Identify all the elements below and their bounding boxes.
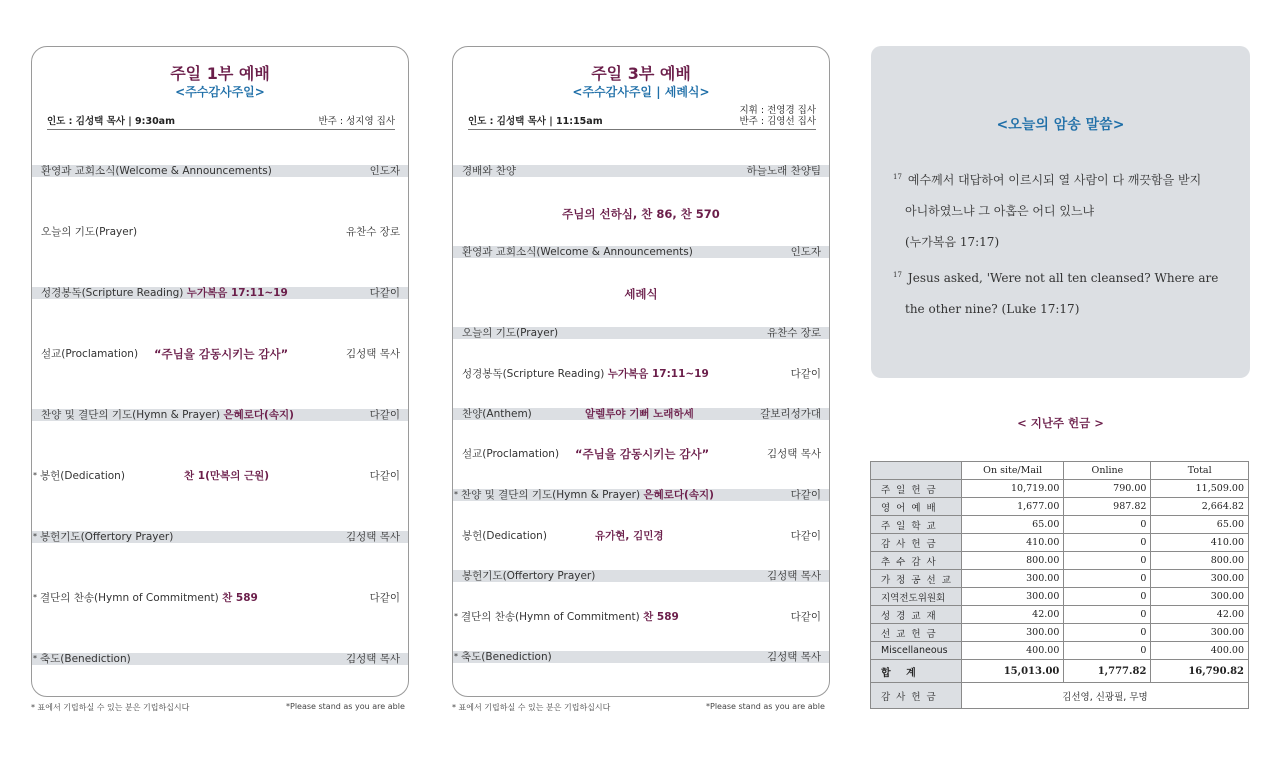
service3-conductor: 지휘 : 전영경 집사 xyxy=(739,105,816,116)
table-row: 가정공선교 300.00 0 300.00 xyxy=(871,570,1249,588)
table-row: Miscellaneous 400.00 0 400.00 xyxy=(871,642,1249,660)
service3-leader: 인도 : 김성택 목사 | 11:15am xyxy=(468,116,603,127)
order-item-sermon: 설교(Proclamation) “주님을 감동시키는 감사” 김성택 목사 xyxy=(41,347,400,361)
service3-card xyxy=(452,46,830,697)
service3-footnote-en: *Please stand as you are able xyxy=(706,702,825,711)
service1-leader: 인도 : 김성택 목사 | 9:30am xyxy=(47,116,175,127)
stand-marker: * xyxy=(33,654,37,663)
col-header-total: Total xyxy=(1151,462,1249,480)
service1-footnote-ko: * 표에서 기립하실 수 있는 분은 기립하십시다 xyxy=(31,703,190,712)
thanks-donors: 김선영, 신광필, 무명 xyxy=(961,683,1248,709)
service1-title: 주일 1부 예배 xyxy=(170,64,270,83)
service1-footnote-en: *Please stand as you are able xyxy=(286,702,405,711)
table-row: 주일헌금 10,719.00 790.00 11,509.00 xyxy=(871,480,1249,498)
order-item-scripture: 성경봉독(Scripture Reading) 누가복음 17:11~19 다같이 xyxy=(462,368,821,380)
table-row: 영어예배 1,677.00 987.82 2,664.82 xyxy=(871,498,1249,516)
table-row: 감사헌금 410.00 0 410.00 xyxy=(871,534,1249,552)
service3-footnote-ko: * 표에서 기립하실 수 있는 분은 기립하십시다 xyxy=(452,703,611,712)
service3-accompanist: 반주 : 김영선 집사 xyxy=(739,116,816,127)
verse-korean: $^{17}$ 예수께서 대답하여 이르시되 열 사람이 다 깨끗함을 받지 아니하였느냐 그 아홉은 어디 있느냐 (누가복음 17:17) xyxy=(893,173,1202,249)
table-row: 성경교재 42.00 0 42.00 xyxy=(871,606,1249,624)
col-header-online: Online xyxy=(1064,462,1151,480)
table-row: 추수감사 800.00 0 800.00 xyxy=(871,552,1249,570)
stand-marker: * xyxy=(33,471,37,480)
verse-english: $^{17}$ Jesus asked, 'Were not all ten cleansed? Where are the other nine? (Luke 17:17) xyxy=(893,271,1219,316)
offering-title: < 지난주 헌금 > xyxy=(1017,416,1104,430)
order-item-offertory: * 봉헌기도(Offertory Prayer) 김성택 목사 xyxy=(32,531,408,543)
worship-songs: 주님의 선하심, 찬 86, 찬 570 xyxy=(562,207,720,221)
sermon-title: “주님을 감동시키는 감사” xyxy=(154,347,289,361)
verse-number: 17 xyxy=(893,173,902,181)
order-item-commitment: * 결단의 찬송(Hymn of Commitment) 찬 589 다같이 xyxy=(454,611,821,623)
service1-accompanist: 반주 : 성지영 집사 xyxy=(318,116,395,127)
order-item-worship: 경배와 찬양 하늘노래 찬양팀 xyxy=(453,165,829,177)
order-item-dedication: * 봉헌(Dedication) 찬 1(만복의 근원) 다같이 xyxy=(33,470,400,482)
verse-number: 17 xyxy=(893,271,902,279)
offering-table xyxy=(870,461,1249,709)
order-item-commitment: * 결단의 찬송(Hymn of Commitment) 찬 589 다같이 xyxy=(33,592,400,604)
order-item-benediction: * 축도(Benediction) 김성택 목사 xyxy=(453,651,829,663)
stand-marker: * xyxy=(33,593,37,602)
memory-verse-title: <오늘의 암송 말씀> xyxy=(996,117,1125,133)
service3-leader-row xyxy=(468,103,816,130)
stand-marker: * xyxy=(454,652,458,661)
col-header-onsite: On site/Mail xyxy=(961,462,1063,480)
service3-subtitle: <주수감사주일 | 세례식> xyxy=(572,85,710,99)
order-item-welcome: 환영과 교회소식(Welcome & Announcements) 인도자 xyxy=(32,165,408,177)
service1-subtitle: <주수감사주일> xyxy=(175,85,265,99)
memory-verse-panel xyxy=(871,46,1250,378)
order-item-hymn: 찬양 및 결단의 기도(Hymn & Prayer) 은혜로다(속지) 다같이 xyxy=(32,409,408,421)
order-item-anthem: 찬양(Anthem) 알렐루야 기뻐 노래하세 갈보리성가대 xyxy=(453,408,829,420)
stand-marker: * xyxy=(33,532,37,541)
order-item-prayer: 오늘의 기도(Prayer) 유찬수 장로 xyxy=(453,327,829,339)
sermon-title: “주님을 감동시키는 감사” xyxy=(575,447,710,461)
offering-header-row xyxy=(871,462,1249,480)
order-item-offertory: 봉헌기도(Offertory Prayer) 김성택 목사 xyxy=(453,570,829,582)
thanks-offering-row: 감사헌금 김선영, 신광필, 무명 xyxy=(871,683,1249,709)
baptism-label: 세례식 xyxy=(624,287,658,301)
stand-marker: * xyxy=(454,490,458,499)
order-item-prayer: 오늘의 기도(Prayer) 유찬수 장로 xyxy=(41,226,400,238)
order-item-welcome: 환영과 교회소식(Welcome & Announcements) 인도자 xyxy=(453,246,829,258)
table-row: 주일학교 65.00 0 65.00 xyxy=(871,516,1249,534)
order-item-benediction: * 축도(Benediction) 김성택 목사 xyxy=(32,653,408,665)
stand-marker: * xyxy=(454,612,458,621)
table-row: 지역전도위원회 300.00 0 300.00 xyxy=(871,588,1249,606)
service3-title: 주일 3부 예배 xyxy=(591,64,691,83)
service1-card xyxy=(31,46,409,697)
order-item-hymn: * 찬양 및 결단의 기도(Hymn & Prayer) 은혜로다(속지) 다같이 xyxy=(453,489,829,501)
offering-total-row: 합 계 15,013.00 1,777.82 16,790.82 xyxy=(871,660,1249,683)
table-row: 선교헌금 300.00 0 300.00 xyxy=(871,624,1249,642)
order-item-sermon: 설교(Proclamation) “주님을 감동시키는 감사” 김성택 목사 xyxy=(462,447,821,461)
order-item-scripture: 성경봉독(Scripture Reading) 누가복음 17:11~19 다같이 xyxy=(32,287,408,299)
order-item-dedication: 봉헌(Dedication) 유가현, 김민경 다같이 xyxy=(462,530,821,542)
service1-leader-row xyxy=(47,103,395,130)
